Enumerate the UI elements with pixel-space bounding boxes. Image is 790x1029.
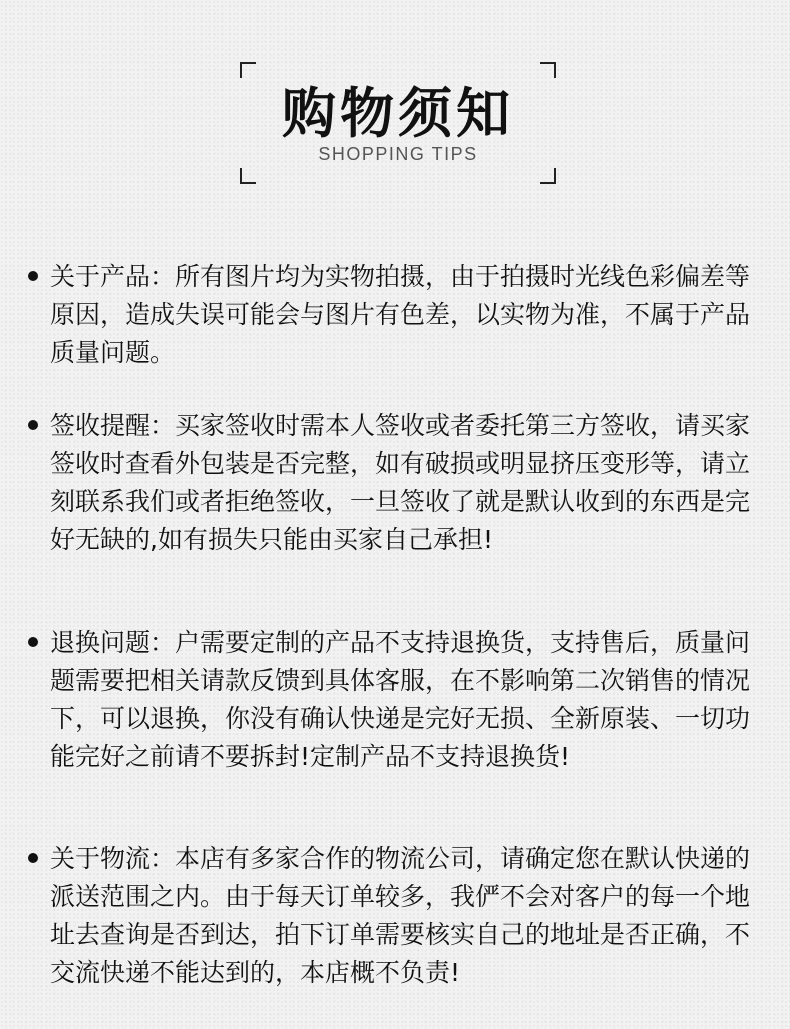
section-returns-text: 退换问题：户需要定制的产品不支持退换货，支持售后，质量问题需要把相关请款反馈到具体客服，在不影响第二次销售的情况下，可以退换，你没有确认快递是完好无损、全新原装、一切功能完好之前请不要拆封!定制产品不支持退换货! [50,628,751,771]
section-signing-text: 签收提醒：买家签收时需本人签收或者委托第三方签收，请买家签收时查看外包装是否完整，如有破损或明显挤压变形等，请立刻联系我们或者拒绝签收，一旦签收了就是默认收到的东西是完好无缺的,如有损失只能由买家自己承担! [50,411,751,554]
section-product-text: 关于产品：所有图片均为实物拍摄，由于拍摄时光线色彩偏差等原因，造成失误可能会与图片有色差，以实物为准，不属于产品质量问题。 [50,262,751,367]
section-logistics [28,840,773,992]
bullet-icon [28,853,38,863]
frame-corner-bottom-left [240,168,256,184]
section-logistics-text: 关于物流：本店有多家合作的物流公司，请确定您在默认快递的派送范围之内。由于每天订单较多，我俨不会对客户的每一个地址去查询是否到达，拍下订单需要核实自己的地址是否正确，不交流快递不能达到的，本店概不负责! [50,844,751,987]
frame-corner-top-right [540,62,556,78]
section-product [28,258,773,372]
page-title: 购物须知 [282,82,514,145]
section-returns [28,624,773,776]
bullet-icon [28,637,38,647]
page-subtitle: SHOPPING TIPS [318,144,478,164]
bullet-icon [28,271,38,281]
frame-corner-bottom-right [540,168,556,184]
frame-corner-top-left [240,62,256,78]
tips-header [240,62,556,184]
section-signing [28,407,773,559]
bullet-icon [28,420,38,430]
